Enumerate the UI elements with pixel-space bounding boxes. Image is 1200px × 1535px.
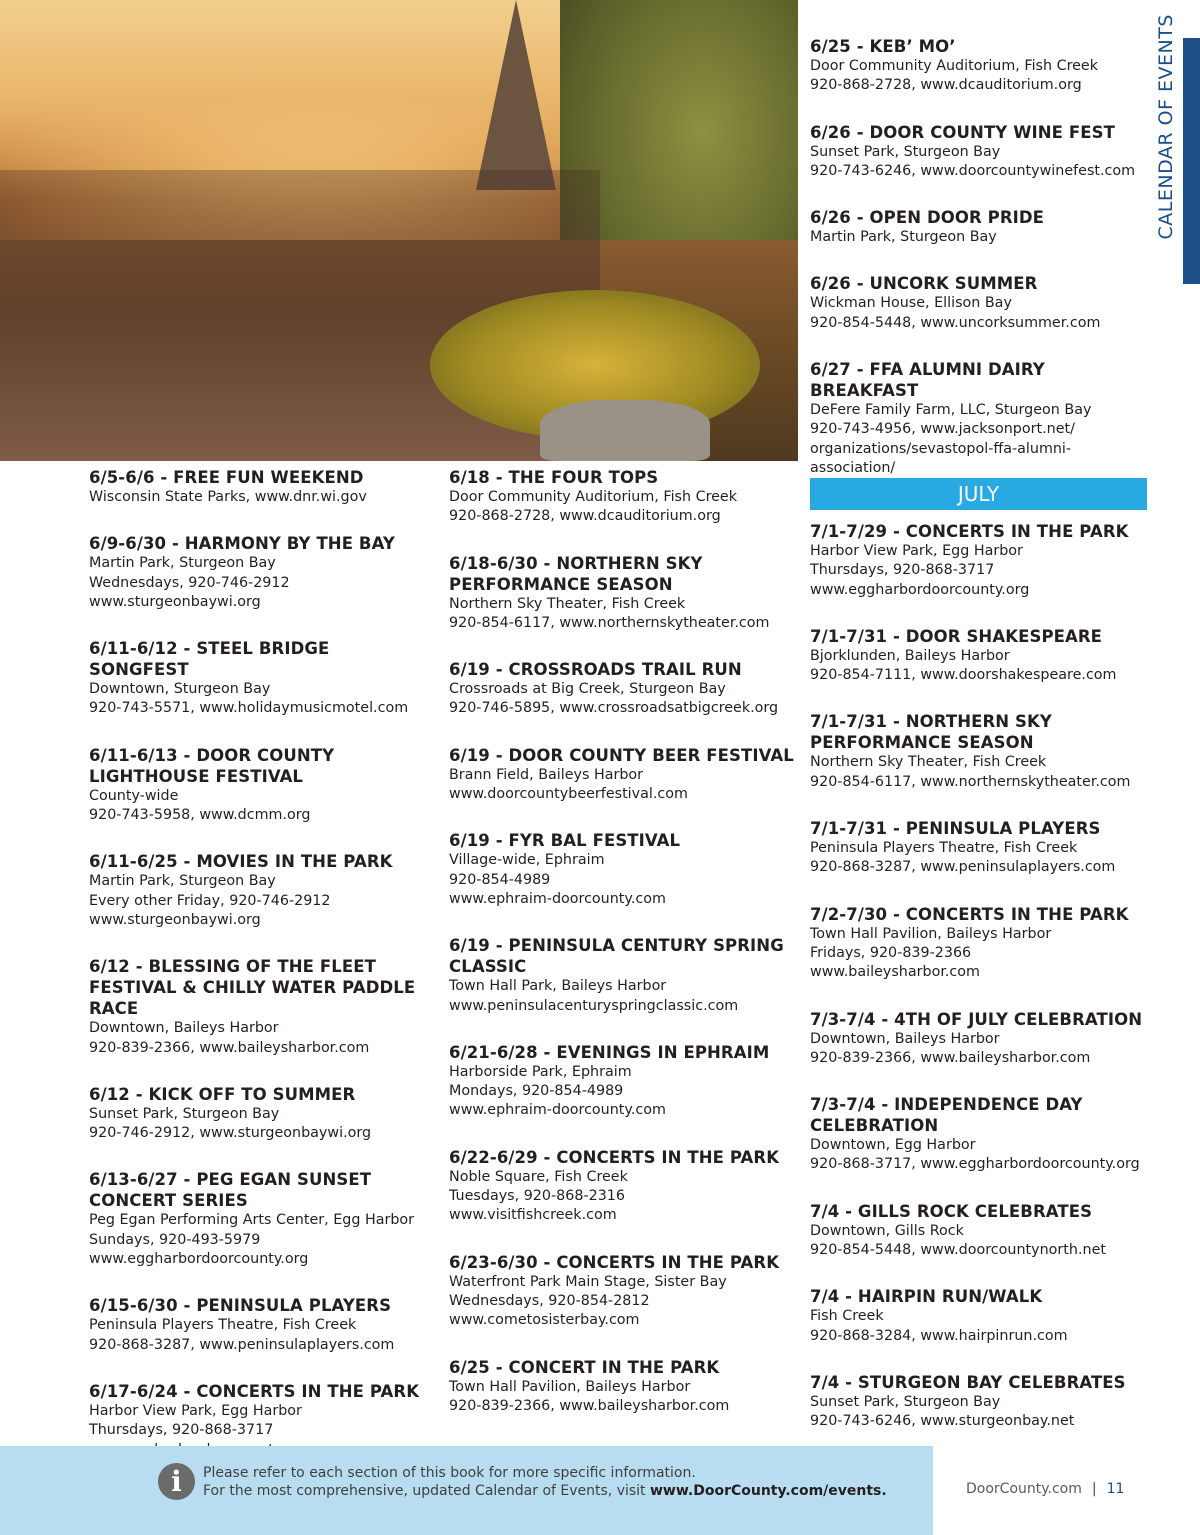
event-title: 6/11-6/12 - STEEL BRIDGE SONGFEST xyxy=(89,639,330,680)
events-column-3-july xyxy=(810,521,1155,1432)
event-detail: Harbor View Park, Egg Harbor xyxy=(89,1402,302,1419)
event-detail: Wisconsin State Parks, www.dnr.wi.gov xyxy=(89,489,367,505)
event-detail: www.peninsulacenturyspringclassic.com xyxy=(449,997,739,1014)
event-entry xyxy=(89,851,434,930)
event-detail: Fridays, 920-839-2366 xyxy=(810,944,972,961)
event-entry xyxy=(89,956,434,1058)
event-detail: 920-868-3284, www.hairpinrun.com xyxy=(810,1327,1068,1344)
event-detail: Waterfront Park Main Stage, Sister Bay xyxy=(449,1273,727,1290)
event-entry xyxy=(810,359,1155,478)
event-detail: www.cometosisterbay.com xyxy=(449,1312,640,1329)
event-detail: www.eggharbordoorcounty.org xyxy=(810,581,1030,598)
event-detail: 920-854-4989 xyxy=(449,871,551,888)
event-detail: 920-839-2366, www.baileysharbor.com xyxy=(449,1397,730,1414)
event-title: 6/22-6/29 - CONCERTS IN THE PARK xyxy=(449,1147,780,1167)
event-detail: Wednesdays, 920-746-2912 xyxy=(89,574,290,591)
event-title: 6/23-6/30 - CONCERTS IN THE PARK xyxy=(449,1252,780,1272)
section-tab-bar xyxy=(1183,38,1200,284)
event-detail: 920-743-5958, www.dcmm.org xyxy=(89,807,311,824)
event-detail: Downtown, Egg Harbor xyxy=(810,1137,976,1154)
event-title: 6/11-6/13 - DOOR COUNTY LIGHTHOUSE FESTIVAL xyxy=(89,745,335,786)
event-title: 6/19 - FYR BAL FESTIVAL xyxy=(449,831,681,851)
event-detail: Wickman House, Ellison Bay xyxy=(810,295,1012,312)
events-link[interactable]: www.DoorCounty.com/events. xyxy=(650,1483,887,1499)
event-detail: www.visitfishcreek.com xyxy=(449,1207,617,1224)
event-detail: 920-839-2366, www.baileysharbor.com xyxy=(89,1039,370,1056)
event-entry xyxy=(810,1201,1155,1261)
event-entry xyxy=(810,711,1155,792)
event-entry xyxy=(89,1169,434,1269)
event-detail: 920-868-2728, www.dcauditorium.org xyxy=(810,77,1082,94)
event-entry xyxy=(449,935,794,1016)
event-detail: 920-868-3287, www.peninsulaplayers.com xyxy=(89,1336,395,1353)
event-detail: 920-854-6117, www.northernskytheater.com xyxy=(449,614,770,631)
event-detail: Crossroads at Big Creek, Sturgeon Bay xyxy=(449,681,726,698)
event-detail: www.baileysharbor.com xyxy=(810,964,980,981)
event-detail: Downtown, Baileys Harbor xyxy=(89,1020,279,1037)
event-entry xyxy=(810,273,1155,333)
event-entry xyxy=(89,745,434,826)
event-title: 6/9-6/30 - HARMONY BY THE BAY xyxy=(89,534,395,554)
event-entry xyxy=(449,659,794,719)
event-entry xyxy=(449,553,794,634)
event-title: 6/5-6/6 - FREE FUN WEEKEND xyxy=(89,468,364,487)
info-icon: i xyxy=(158,1463,195,1500)
event-title: 6/15-6/30 - PENINSULA PLAYERS xyxy=(89,1296,392,1316)
event-entry xyxy=(449,1357,794,1417)
event-detail: Bjorklunden, Baileys Harbor xyxy=(810,647,1010,664)
event-title: 6/25 - CONCERT IN THE PARK xyxy=(449,1357,720,1377)
event-entry xyxy=(810,521,1155,600)
event-title: 6/26 - UNCORK SUMMER xyxy=(810,274,1038,294)
event-detail: Tuesdays, 920-868-2316 xyxy=(449,1188,625,1205)
event-entry xyxy=(89,1295,434,1355)
event-title: 6/19 - DOOR COUNTY BEER FESTIVAL xyxy=(449,745,794,765)
event-detail: Martin Park, Sturgeon Bay xyxy=(810,229,997,246)
event-detail: Northern Sky Theater, Fish Creek xyxy=(449,595,686,612)
footer-separator: | xyxy=(1091,1481,1097,1497)
event-detail: 920-743-5571, www.holidaymusicmotel.com xyxy=(89,700,409,717)
section-title: CALENDAR OF EVENTS xyxy=(1155,14,1177,240)
event-detail: 920-854-5448, www.uncorksummer.com xyxy=(810,314,1101,331)
event-detail: 920-854-7111, www.doorshakespeare.com xyxy=(810,667,1117,684)
page-footer xyxy=(966,1481,1124,1497)
event-title: 7/4 - HAIRPIN RUN/WALK xyxy=(810,1287,1043,1307)
event-detail: 920-746-2912, www.sturgeonbaywi.org xyxy=(89,1125,372,1142)
event-detail: Thursdays, 920-868-3717 xyxy=(89,1422,274,1439)
event-detail: Downtown, Baileys Harbor xyxy=(810,1030,1000,1047)
event-title: 6/12 - KICK OFF TO SUMMER xyxy=(89,1084,356,1104)
event-detail: Thursdays, 920-868-3717 xyxy=(810,562,995,579)
event-title: 7/3-7/4 - INDEPENDENCE DAY CELEBRATION xyxy=(810,1095,1083,1136)
event-title: 6/27 - FFA ALUMNI DAIRY BREAKFAST xyxy=(810,360,1045,401)
event-entry xyxy=(810,1094,1155,1175)
event-entry xyxy=(89,467,434,507)
events-column-1 xyxy=(89,467,434,1460)
events-column-2 xyxy=(449,467,794,1416)
event-detail: Wednesdays, 920-854-2812 xyxy=(449,1292,650,1309)
event-detail: Downtown, Gills Rock xyxy=(810,1222,964,1239)
event-detail: Peg Egan Performing Arts Center, Egg Harbor xyxy=(89,1212,415,1229)
event-entry xyxy=(449,1252,794,1331)
event-entry xyxy=(89,638,434,719)
event-detail: Noble Square, Fish Creek xyxy=(449,1168,628,1185)
event-title: 6/19 - PENINSULA CENTURY SPRING CLASSIC xyxy=(449,936,784,977)
event-entry xyxy=(89,533,434,612)
event-title: 6/26 - OPEN DOOR PRIDE xyxy=(810,208,1045,228)
event-title: 7/1-7/31 - DOOR SHAKESPEARE xyxy=(810,626,1103,646)
event-entry xyxy=(810,1372,1155,1432)
event-entry xyxy=(810,122,1155,182)
event-title: 6/18 - THE FOUR TOPS xyxy=(449,468,659,487)
event-entry xyxy=(810,904,1155,983)
event-detail: 920-746-5895, www.crossroadsatbigcreek.org xyxy=(449,700,779,717)
event-title: 6/26 - DOOR COUNTY WINE FEST xyxy=(810,122,1115,142)
event-entry xyxy=(449,1147,794,1226)
event-detail: organizations/sevastopol-ffa-alumni- xyxy=(810,440,1072,457)
event-detail: www.ephraim-doorcounty.com xyxy=(449,1102,666,1119)
event-detail: www.eggharbordoorcounty.org xyxy=(89,1251,309,1268)
event-detail: DeFere Family Farm, LLC, Sturgeon Bay xyxy=(810,402,1092,419)
event-detail: www.doorcountybeerfestival.com xyxy=(449,786,688,803)
event-detail: www.sturgeonbaywi.org xyxy=(89,593,261,610)
event-title: 7/3-7/4 - 4TH OF JULY CELEBRATION xyxy=(810,1009,1143,1029)
event-detail: Harborside Park, Ephraim xyxy=(449,1063,632,1080)
event-detail: Town Hall Park, Baileys Harbor xyxy=(449,978,667,995)
event-detail: 920-868-3717, www.eggharbordoorcounty.org xyxy=(810,1156,1140,1173)
event-detail: 920-743-4956, www.jacksonport.net/ xyxy=(810,421,1075,438)
event-detail: Northern Sky Theater, Fish Creek xyxy=(810,754,1047,771)
event-detail: 920-839-2366, www.baileysharbor.com xyxy=(810,1049,1091,1066)
event-detail: Martin Park, Sturgeon Bay xyxy=(89,873,276,890)
event-detail: Harbor View Park, Egg Harbor xyxy=(810,543,1023,559)
event-detail: 920-743-6246, www.doorcountywinefest.com xyxy=(810,162,1136,179)
event-title: 6/13-6/27 - PEG EGAN SUNSET CONCERT SERIES xyxy=(89,1170,372,1211)
event-entry xyxy=(449,745,794,805)
event-detail: County-wide xyxy=(89,787,179,804)
footer-note-line2 xyxy=(203,1482,887,1500)
event-detail: Town Hall Pavilion, Baileys Harbor xyxy=(810,925,1052,942)
event-detail: 920-868-2728, www.dcauditorium.org xyxy=(449,508,721,525)
event-entry xyxy=(810,36,1155,96)
event-title: 7/1-7/31 - PENINSULA PLAYERS xyxy=(810,819,1101,839)
hero-photo xyxy=(0,0,798,461)
footer-note-prefix: For the most comprehensive, updated Calendar of Events, visit xyxy=(203,1483,650,1499)
event-entry xyxy=(89,1084,434,1144)
event-title: 7/1-7/29 - CONCERTS IN THE PARK xyxy=(810,522,1129,541)
event-entry xyxy=(810,1009,1155,1069)
event-entry xyxy=(449,1042,794,1121)
event-title: 7/4 - GILLS ROCK CELEBRATES xyxy=(810,1201,1093,1221)
event-detail: Sundays, 920-493-5979 xyxy=(89,1231,261,1248)
event-detail: 920-854-5448, www.doorcountynorth.net xyxy=(810,1242,1106,1259)
event-title: 6/19 - CROSSROADS TRAIL RUN xyxy=(449,660,742,680)
event-detail: www.sturgeonbaywi.org xyxy=(89,911,261,928)
event-detail: www.ephraim-doorcounty.com xyxy=(449,890,666,907)
event-entry xyxy=(810,626,1155,686)
event-detail: Village-wide, Ephraim xyxy=(449,852,605,869)
event-entry xyxy=(449,467,794,527)
event-title: 6/17-6/24 - CONCERTS IN THE PARK xyxy=(89,1381,420,1401)
event-title: 6/21-6/28 - EVENINGS IN EPHRAIM xyxy=(449,1042,770,1062)
event-title: 7/2-7/30 - CONCERTS IN THE PARK xyxy=(810,904,1129,924)
event-detail: 920-743-6246, www.sturgeonbay.net xyxy=(810,1413,1075,1430)
event-detail: 920-854-6117, www.northernskytheater.com xyxy=(810,773,1131,790)
events-column-3-june xyxy=(810,36,1155,478)
event-detail: 920-868-3287, www.peninsulaplayers.com xyxy=(810,859,1116,876)
event-detail: Sunset Park, Sturgeon Bay xyxy=(810,1393,1001,1410)
event-title: 6/18-6/30 - NORTHERN SKY PERFORMANCE SEASON xyxy=(449,553,703,594)
event-title: 7/4 - STURGEON BAY CELEBRATES xyxy=(810,1372,1126,1392)
event-detail: Sunset Park, Sturgeon Bay xyxy=(89,1105,280,1122)
event-detail: Fish Creek xyxy=(810,1308,884,1325)
event-detail: Door Community Auditorium, Fish Creek xyxy=(449,489,738,505)
footer-note xyxy=(203,1464,887,1500)
site-name: DoorCounty.com xyxy=(966,1481,1082,1497)
event-detail: Peninsula Players Theatre, Fish Creek xyxy=(810,840,1078,857)
event-entry xyxy=(810,818,1155,878)
event-detail: Peninsula Players Theatre, Fish Creek xyxy=(89,1317,357,1334)
event-title: 6/25 - KEB’ MO’ xyxy=(810,37,956,56)
event-detail: Town Hall Pavilion, Baileys Harbor xyxy=(449,1378,691,1395)
event-title: 6/11-6/25 - MOVIES IN THE PARK xyxy=(89,852,393,872)
event-detail: Martin Park, Sturgeon Bay xyxy=(89,555,276,572)
event-detail: Door Community Auditorium, Fish Creek xyxy=(810,58,1099,74)
event-entry xyxy=(810,207,1155,247)
event-entry xyxy=(449,830,794,909)
event-detail: Every other Friday, 920-746-2912 xyxy=(89,892,331,909)
event-detail: association/ xyxy=(810,459,896,476)
page-number: 11 xyxy=(1106,1481,1125,1497)
event-detail: Brann Field, Baileys Harbor xyxy=(449,766,644,783)
footer-note-line1: Please refer to each section of this book for more specific information. xyxy=(203,1465,696,1481)
month-header-july: JULY xyxy=(810,478,1147,510)
event-entry xyxy=(810,1286,1155,1346)
event-detail: Downtown, Sturgeon Bay xyxy=(89,681,271,698)
event-detail: Mondays, 920-854-4989 xyxy=(449,1083,624,1100)
event-title: 7/1-7/31 - NORTHERN SKY PERFORMANCE SEASON xyxy=(810,712,1052,753)
event-detail: Sunset Park, Sturgeon Bay xyxy=(810,143,1001,160)
event-title: 6/12 - BLESSING OF THE FLEET FESTIVAL & CHILLY WATER PADDLE RACE xyxy=(89,957,416,1019)
